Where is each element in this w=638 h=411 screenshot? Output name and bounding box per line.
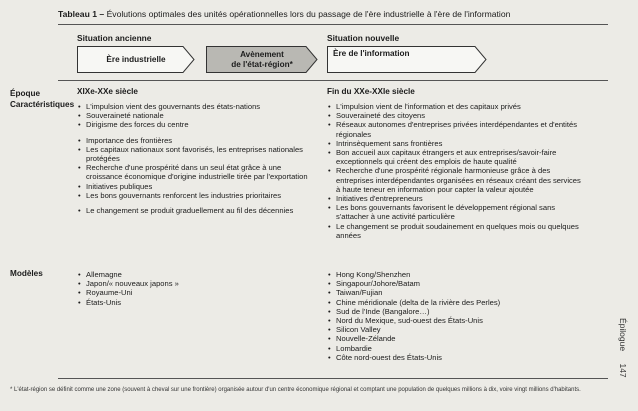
old-models-list bbox=[77, 270, 315, 307]
list-item: • Sud de l'Inde (Bangalore…) bbox=[327, 307, 585, 316]
footnote: * L'état-région se définit comme une zone (souvent à cheval sur une frontière) organisée autour d'un centre économique régional et comptant une population de quelques millions à dix, voire vingt millions d'habitants. bbox=[10, 387, 581, 393]
list-item: • Dirigisme des forces du centre bbox=[77, 120, 315, 129]
list-item: • Les bons gouvernants favorisent le développement régional sans s'attacher à une activité particulière bbox=[327, 203, 585, 221]
old-era-period: XIXe-XXe siècle bbox=[77, 87, 138, 96]
table-title bbox=[58, 9, 510, 19]
list-item: • Allemagne bbox=[77, 270, 315, 279]
region-state-label-line1: Avènement bbox=[240, 49, 284, 59]
page-margin bbox=[618, 318, 628, 378]
list-item: • États-Unis bbox=[77, 298, 315, 307]
list-item: • Les bons gouvernants renforcent les industries prioritaires bbox=[77, 191, 315, 200]
list-item: • Nouvelle-Zélande bbox=[327, 334, 585, 343]
list-item: • Importance des frontières bbox=[77, 136, 315, 145]
section-title: Épilogue bbox=[618, 318, 628, 352]
list-item: • Côte nord-ouest des États-Unis bbox=[327, 353, 585, 362]
page-number: 147 bbox=[618, 363, 628, 378]
list-item: • Chine méridionale (delta de la rivière des Perles) bbox=[327, 298, 585, 307]
region-state-label bbox=[206, 46, 328, 73]
list-item: • Le changement se produit graduellement au fil des décennies bbox=[77, 206, 315, 215]
new-situation-heading: Situation nouvelle bbox=[327, 33, 400, 43]
list-item: • Intrinsèquement sans frontières bbox=[327, 139, 585, 148]
list-item: • Initiatives publiques bbox=[77, 182, 315, 191]
row-label-caracteristiques: Caractéristiques bbox=[10, 100, 75, 109]
table-title-label: Tableau 1 – bbox=[58, 9, 105, 19]
information-era-box bbox=[327, 46, 487, 73]
bottom-rule bbox=[58, 378, 608, 379]
region-state-label-line2: de l'état-région* bbox=[231, 59, 293, 69]
header-rule bbox=[58, 80, 608, 81]
list-item: • Souveraineté nationale bbox=[77, 111, 315, 120]
new-era-period: Fin du XXe-XXIe siècle bbox=[327, 87, 415, 96]
list-item: • Souveraineté des citoyens bbox=[327, 111, 585, 120]
table-title-text: Évolutions optimales des unités opérationnelles lors du passage de l'ère industrielle à l'ère de l'information bbox=[106, 9, 511, 19]
list-item: • Royaume-Uni bbox=[77, 288, 315, 297]
list-item: • Silicon Valley bbox=[327, 325, 585, 334]
information-era-label: Ère de l'information bbox=[333, 48, 410, 58]
industrial-era-label: Ère industrielle bbox=[106, 54, 166, 64]
new-characteristics-list bbox=[327, 102, 585, 240]
title-rule bbox=[58, 24, 608, 25]
list-item: • Japon/« nouveaux japons » bbox=[77, 279, 315, 288]
list-item: • Recherche d'une prospérité dans un seul état grâce à une croissance économique d'origine industrielle tirée par l'exportation bbox=[77, 163, 315, 181]
list-item: • Hong Kong/Shenzhen bbox=[327, 270, 585, 279]
list-item: • Initiatives d'entrepreneurs bbox=[327, 194, 585, 203]
list-item: • L'impulsion vient de l'information et des capitaux privés bbox=[327, 102, 585, 111]
list-item: • Bon accueil aux capitaux étrangers et aux entreprises/savoir-faire exceptionnels qui créent des emplois de haute qualité bbox=[327, 148, 585, 166]
new-models-list bbox=[327, 270, 585, 362]
old-characteristics-list bbox=[77, 102, 315, 215]
list-item: • Les capitaux nationaux sont favorisés, les entreprises nationales protégées bbox=[77, 145, 315, 163]
region-state-box bbox=[206, 46, 318, 73]
industrial-era-box bbox=[77, 46, 195, 73]
list-item: • Taiwan/Fujian bbox=[327, 288, 585, 297]
list-item: • Nord du Mexique, sud-ouest des États-Unis bbox=[327, 316, 585, 325]
list-item: • Recherche d'une prospérité régionale harmonieuse grâce à des entreprises interdépendantes organisées en réseaux créant des services à haute teneur en information pour capter la valeur ajoutée bbox=[327, 166, 585, 194]
list-item: • L'impulsion vient des gouvernants des états-nations bbox=[77, 102, 315, 111]
old-situation-heading: Situation ancienne bbox=[77, 33, 152, 43]
list-item: • Lombardie bbox=[327, 344, 585, 353]
row-label-modeles: Modèles bbox=[10, 269, 43, 278]
row-label-epoque: Époque bbox=[10, 89, 41, 98]
list-item: • Réseaux autonomes d'entreprises privées interdépendantes et d'entités régionales bbox=[327, 120, 585, 138]
list-item: • Le changement se produit soudainement en quelques mois ou quelques années bbox=[327, 222, 585, 240]
list-item: • Singapour/Johore/Batam bbox=[327, 279, 585, 288]
